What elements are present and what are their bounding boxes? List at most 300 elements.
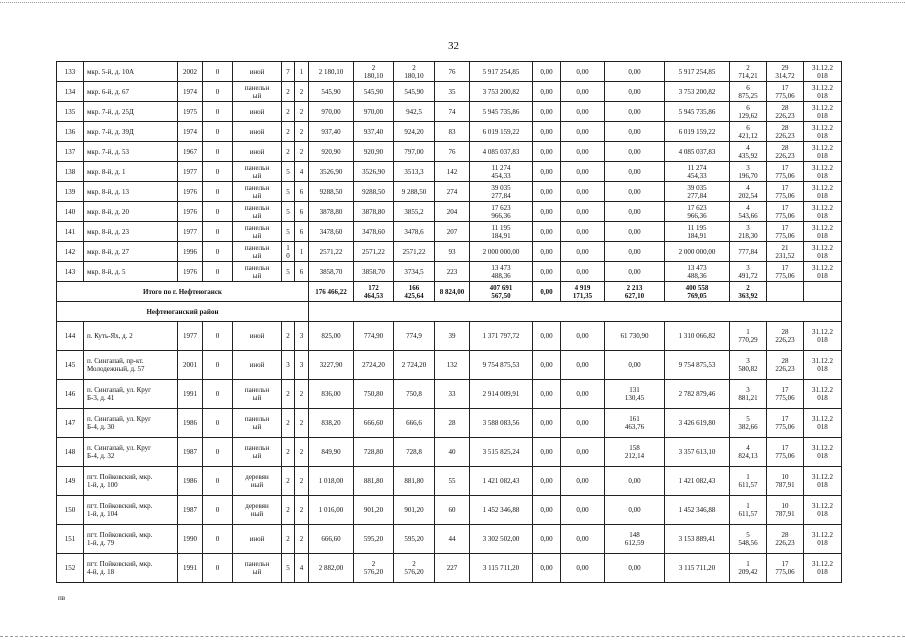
fund-share-cell: 0,00 — [533, 467, 561, 496]
address-cell: мкр. 7-й, д. 53 — [84, 142, 178, 162]
rows-top-group — [57, 62, 842, 282]
row-number-cell: 136 — [57, 122, 84, 142]
residents-cell: 83 — [435, 122, 470, 142]
fund-share-cell: 0,00 — [533, 496, 561, 525]
unit-cost-cell: 1 770,29 — [730, 322, 767, 351]
cost-total-cell: 5 917 254,85 — [470, 62, 533, 82]
area-total-cell: 2571,22 — [309, 242, 354, 262]
table-row — [57, 202, 842, 222]
area-total-cell: 3878,80 — [309, 202, 354, 222]
regional-share-cell: 0,00 — [561, 525, 605, 554]
area-residential-cell: 3478,6 — [394, 222, 435, 242]
other-share-cell: 5 917 254,85 — [665, 62, 730, 82]
residents-cell: 204 — [435, 202, 470, 222]
area-total-cell: 666,60 — [309, 525, 354, 554]
other-share-cell: 1 421 082,43 — [665, 467, 730, 496]
unit-cost-cell: 6 875,25 — [730, 82, 767, 102]
regional-share-cell: 0,00 — [561, 242, 605, 262]
wall-material-cell: иной — [233, 142, 282, 162]
year-cell: 1975 — [178, 102, 203, 122]
residents-cell: 44 — [435, 525, 470, 554]
scan-edge-top — [0, 2, 905, 3]
row-number-cell: 151 — [57, 525, 84, 554]
regional-share-cell: 0,00 — [561, 351, 605, 380]
regional-share-cell: 0,00 — [561, 122, 605, 142]
residents-cell: 74 — [435, 102, 470, 122]
floors-cell: 2 — [282, 322, 295, 351]
address-cell: мкр. 7-й, д. 25Д — [84, 102, 178, 122]
area-residential-cell: 901,20 — [394, 496, 435, 525]
total-regional: 4 919 171,35 — [561, 282, 605, 302]
area-living-cell: 774,90 — [354, 322, 394, 351]
unit-cost-cell: 6 129,62 — [730, 102, 767, 122]
area-total-cell: 849,90 — [309, 438, 354, 467]
local-share-cell: 0,00 — [605, 162, 665, 182]
area-residential-cell: 2 180,10 — [394, 62, 435, 82]
limit-cost-cell: 17 775,06 — [767, 380, 804, 409]
residents-cell: 274 — [435, 182, 470, 202]
year-cell: 1990 — [178, 525, 203, 554]
row-number-cell: 142 — [57, 242, 84, 262]
year-cell: 1974 — [178, 82, 203, 102]
total-group — [57, 282, 842, 322]
year-cell: 2001 — [178, 351, 203, 380]
area-residential-cell: 774,9 — [394, 322, 435, 351]
floors-cell: 2 — [282, 380, 295, 409]
wall-material-cell: панельн ый — [233, 380, 282, 409]
entrances-cell: 1 — [295, 62, 309, 82]
other-share-cell: 6 019 159,22 — [665, 122, 730, 142]
year-cell: 1996 — [178, 242, 203, 262]
fund-share-cell: 0,00 — [533, 82, 561, 102]
area-living-cell: 2 180,10 — [354, 62, 394, 82]
table-row — [57, 122, 842, 142]
entrances-cell: 3 — [295, 351, 309, 380]
area-living-cell: 2 576,20 — [354, 554, 394, 583]
row-number-cell: 146 — [57, 380, 84, 409]
cost-total-cell: 5 945 735,86 — [470, 102, 533, 122]
regional-share-cell: 0,00 — [561, 222, 605, 242]
limit-cost-cell: 17 775,06 — [767, 162, 804, 182]
area-total-cell: 937,40 — [309, 122, 354, 142]
total-cost: 407 691 567,50 — [470, 282, 533, 302]
wall-material-cell: панельн ый — [233, 162, 282, 182]
entrances-cell: 4 — [295, 162, 309, 182]
limit-cost-cell: 17 775,06 — [767, 554, 804, 583]
residents-cell: 35 — [435, 82, 470, 102]
table-row — [57, 162, 842, 182]
regional-share-cell: 0,00 — [561, 142, 605, 162]
cost-total-cell: 39 035 277,84 — [470, 182, 533, 202]
entrances-cell: 2 — [295, 496, 309, 525]
limit-cost-cell: 17 775,06 — [767, 262, 804, 282]
demolition-year-cell: 0 — [203, 351, 233, 380]
demolition-year-cell: 0 — [203, 409, 233, 438]
year-cell: 1976 — [178, 202, 203, 222]
entrances-cell: 6 — [295, 222, 309, 242]
cost-total-cell: 2 000 000,00 — [470, 242, 533, 262]
limit-cost-cell: 17 775,06 — [767, 222, 804, 242]
wall-material-cell: панельн ый — [233, 222, 282, 242]
wall-material-cell: панельн ый — [233, 438, 282, 467]
local-share-cell: 0,00 — [605, 82, 665, 102]
area-total-cell: 2 882,00 — [309, 554, 354, 583]
area-living-cell: 3878,80 — [354, 202, 394, 222]
wall-material-cell: иной — [233, 62, 282, 82]
entrances-cell: 1 — [295, 242, 309, 262]
wall-material-cell: иной — [233, 525, 282, 554]
floors-cell: 5 — [282, 262, 295, 282]
residents-cell: 76 — [435, 142, 470, 162]
row-number-cell: 133 — [57, 62, 84, 82]
unit-cost-cell: 4 543,66 — [730, 202, 767, 222]
section-title: Нефтеюганский район — [57, 302, 309, 322]
cost-total-cell: 3 115 711,20 — [470, 554, 533, 583]
local-share-cell: 0,00 — [605, 182, 665, 202]
demolition-year-cell: 0 — [203, 62, 233, 82]
deadline-cell: 31.12.2 018 — [804, 322, 842, 351]
entrances-cell: 2 — [295, 142, 309, 162]
floors-cell: 2 — [282, 525, 295, 554]
year-cell: 1987 — [178, 496, 203, 525]
regional-share-cell: 0,00 — [561, 380, 605, 409]
demolition-year-cell: 0 — [203, 242, 233, 262]
local-share-cell: 0,00 — [605, 467, 665, 496]
cost-total-cell: 1 371 797,72 — [470, 322, 533, 351]
area-living-cell: 881,80 — [354, 467, 394, 496]
local-share-cell: 0,00 — [605, 351, 665, 380]
entrances-cell: 2 — [295, 467, 309, 496]
fund-share-cell: 0,00 — [533, 554, 561, 583]
entrances-cell: 6 — [295, 182, 309, 202]
scan-edge-bottom — [0, 636, 905, 637]
limit-cost-cell: 17 775,06 — [767, 438, 804, 467]
local-share-cell: 131 130,45 — [605, 380, 665, 409]
deadline-cell: 31.12.2 018 — [804, 438, 842, 467]
other-share-cell: 11 195 184,91 — [665, 222, 730, 242]
entrances-cell: 6 — [295, 262, 309, 282]
row-number-cell: 149 — [57, 467, 84, 496]
unit-cost-cell: 3 218,30 — [730, 222, 767, 242]
deadline-cell: 31.12.2 018 — [804, 202, 842, 222]
page-number: 32 — [448, 40, 459, 52]
limit-cost-cell: 17 775,06 — [767, 202, 804, 222]
row-number-cell: 141 — [57, 222, 84, 242]
demolition-year-cell: 0 — [203, 467, 233, 496]
table-row — [57, 262, 842, 282]
limit-cost-cell: 28 226,23 — [767, 142, 804, 162]
area-residential-cell: 942,5 — [394, 102, 435, 122]
year-cell: 1976 — [178, 262, 203, 282]
address-cell: пгт. Пойковский, мкр. 4-й, д. 18 — [84, 554, 178, 583]
residents-cell: 223 — [435, 262, 470, 282]
total-row — [57, 282, 842, 302]
local-share-cell: 148 612,59 — [605, 525, 665, 554]
limit-cost-cell: 28 226,23 — [767, 322, 804, 351]
regional-share-cell: 0,00 — [561, 102, 605, 122]
area-living-cell: 666,60 — [354, 409, 394, 438]
year-cell: 1991 — [178, 380, 203, 409]
regional-share-cell: 0,00 — [561, 182, 605, 202]
deadline-cell: 31.12.2 018 — [804, 102, 842, 122]
residents-cell: 142 — [435, 162, 470, 182]
cost-total-cell: 6 019 159,22 — [470, 122, 533, 142]
area-total-cell: 1 016,00 — [309, 496, 354, 525]
total-area-living: 172 464,53 — [354, 282, 394, 302]
cost-total-cell: 13 473 488,36 — [470, 262, 533, 282]
area-living-cell: 595,20 — [354, 525, 394, 554]
wall-material-cell: иной — [233, 102, 282, 122]
area-residential-cell: 666,6 — [394, 409, 435, 438]
year-cell: 1977 — [178, 222, 203, 242]
area-total-cell: 3478,60 — [309, 222, 354, 242]
fund-share-cell: 0,00 — [533, 162, 561, 182]
regional-share-cell: 0,00 — [561, 467, 605, 496]
fund-share-cell: 0,00 — [533, 222, 561, 242]
year-cell: 1977 — [178, 162, 203, 182]
address-cell: п. Сингапай, ул. Круг Б-4, д. 30 — [84, 409, 178, 438]
demolition-year-cell: 0 — [203, 380, 233, 409]
table-row — [57, 351, 842, 380]
housing-register-table — [56, 61, 842, 583]
demolition-year-cell: 0 — [203, 525, 233, 554]
deadline-cell: 31.12.2 018 — [804, 162, 842, 182]
address-cell: мкр. 8-й, д. 20 — [84, 202, 178, 222]
entrances-cell: 2 — [295, 380, 309, 409]
regional-share-cell: 0,00 — [561, 62, 605, 82]
wall-material-cell: панельн ый — [233, 242, 282, 262]
wall-material-cell: панельн ый — [233, 409, 282, 438]
other-share-cell: 11 274 454,33 — [665, 162, 730, 182]
wall-material-cell: панельн ый — [233, 82, 282, 102]
area-total-cell: 825,00 — [309, 322, 354, 351]
total-area-residential: 166 425,64 — [394, 282, 435, 302]
table-row — [57, 496, 842, 525]
unit-cost-cell: 5 382,66 — [730, 409, 767, 438]
cost-total-cell: 1 421 082,43 — [470, 467, 533, 496]
floors-cell: 2 — [282, 438, 295, 467]
wall-material-cell: панельн ый — [233, 554, 282, 583]
area-living-cell: 970,00 — [354, 102, 394, 122]
row-number-cell: 143 — [57, 262, 84, 282]
table-row — [57, 554, 842, 583]
area-residential-cell: 2 724,20 — [394, 351, 435, 380]
area-total-cell: 970,00 — [309, 102, 354, 122]
cost-total-cell: 3 515 825,24 — [470, 438, 533, 467]
address-cell: мкр. 8-й, д. 1 — [84, 162, 178, 182]
table-row — [57, 142, 842, 162]
local-share-cell: 0,00 — [605, 202, 665, 222]
floors-cell: 3 — [282, 351, 295, 380]
regional-share-cell: 0,00 — [561, 202, 605, 222]
local-share-cell: 61 730,90 — [605, 322, 665, 351]
total-area-total: 176 466,22 — [309, 282, 354, 302]
floors-cell: 2 — [282, 496, 295, 525]
floors-cell: 5 — [282, 162, 295, 182]
floors-cell: 1 0 — [282, 242, 295, 262]
wall-material-cell: панельн ый — [233, 202, 282, 222]
limit-cost-cell: 17 775,06 — [767, 82, 804, 102]
other-share-cell: 3 357 613,10 — [665, 438, 730, 467]
other-share-cell: 1 452 346,88 — [665, 496, 730, 525]
residents-cell: 76 — [435, 62, 470, 82]
demolition-year-cell: 0 — [203, 142, 233, 162]
address-cell: п. Сингапай, ул. Круг Б-3, д. 41 — [84, 380, 178, 409]
other-share-cell: 3 426 619,80 — [665, 409, 730, 438]
local-share-cell: 0,00 — [605, 102, 665, 122]
residents-cell: 39 — [435, 322, 470, 351]
row-number-cell: 140 — [57, 202, 84, 222]
unit-cost-cell: 6 421,12 — [730, 122, 767, 142]
entrances-cell: 2 — [295, 438, 309, 467]
floors-cell: 5 — [282, 202, 295, 222]
floors-cell: 5 — [282, 182, 295, 202]
total-label: Итого по г. Нефтеюганск — [57, 282, 309, 302]
demolition-year-cell: 0 — [203, 438, 233, 467]
fund-share-cell: 0,00 — [533, 62, 561, 82]
fund-share-cell: 0,00 — [533, 142, 561, 162]
fund-share-cell: 0,00 — [533, 438, 561, 467]
entrances-cell: 4 — [295, 554, 309, 583]
other-share-cell: 5 945 735,86 — [665, 102, 730, 122]
deadline-cell: 31.12.2 018 — [804, 142, 842, 162]
footer-note: пв — [58, 594, 66, 602]
address-cell: мкр. 7-й, д. 39Д — [84, 122, 178, 142]
deadline-cell: 31.12.2 018 — [804, 467, 842, 496]
table-row — [57, 438, 842, 467]
regional-share-cell: 0,00 — [561, 409, 605, 438]
limit-cost-cell: 21 231,52 — [767, 242, 804, 262]
regional-share-cell: 0,00 — [561, 438, 605, 467]
demolition-year-cell: 0 — [203, 182, 233, 202]
address-cell: мкр. 8-й, д. 23 — [84, 222, 178, 242]
address-cell: мкр. 8-й, д. 13 — [84, 182, 178, 202]
area-living-cell: 937,40 — [354, 122, 394, 142]
address-cell: пгт. Пойковский, мкр. 1-й, д. 79 — [84, 525, 178, 554]
area-residential-cell: 3734,5 — [394, 262, 435, 282]
area-living-cell: 750,80 — [354, 380, 394, 409]
area-total-cell: 3526,90 — [309, 162, 354, 182]
address-cell: пгт. Пойковский, мкр. 1-й, д. 100 — [84, 467, 178, 496]
floors-cell: 2 — [282, 102, 295, 122]
floors-cell: 2 — [282, 82, 295, 102]
regional-share-cell: 0,00 — [561, 554, 605, 583]
unit-cost-cell: 3 580,82 — [730, 351, 767, 380]
demolition-year-cell: 0 — [203, 262, 233, 282]
other-share-cell: 2 000 000,00 — [665, 242, 730, 262]
area-total-cell: 545,90 — [309, 82, 354, 102]
limit-cost-cell: 17 775,06 — [767, 182, 804, 202]
table-row — [57, 409, 842, 438]
area-residential-cell: 750,8 — [394, 380, 435, 409]
unit-cost-cell: 1 611,57 — [730, 496, 767, 525]
fund-share-cell: 0,00 — [533, 182, 561, 202]
fund-share-cell: 0,00 — [533, 322, 561, 351]
fund-share-cell: 0,00 — [533, 380, 561, 409]
fund-share-cell: 0,00 — [533, 122, 561, 142]
total-limit — [767, 282, 804, 302]
unit-cost-cell: 4 824,13 — [730, 438, 767, 467]
fund-share-cell: 0,00 — [533, 525, 561, 554]
row-number-cell: 148 — [57, 438, 84, 467]
wall-material-cell: деревян ный — [233, 496, 282, 525]
local-share-cell: 0,00 — [605, 262, 665, 282]
section-blank — [309, 302, 842, 322]
address-cell: пгт. Пойковский, мкр. 1-й, д. 104 — [84, 496, 178, 525]
row-number-cell: 144 — [57, 322, 84, 351]
address-cell: п. Куть-Ях, д. 2 — [84, 322, 178, 351]
row-number-cell: 137 — [57, 142, 84, 162]
limit-cost-cell: 17 775,06 — [767, 409, 804, 438]
other-share-cell: 2 782 879,46 — [665, 380, 730, 409]
local-share-cell: 0,00 — [605, 142, 665, 162]
area-living-cell: 920,90 — [354, 142, 394, 162]
cost-total-cell: 4 085 037,83 — [470, 142, 533, 162]
entrances-cell: 2 — [295, 409, 309, 438]
area-living-cell: 545,90 — [354, 82, 394, 102]
floors-cell: 2 — [282, 122, 295, 142]
unit-cost-cell: 2 714,21 — [730, 62, 767, 82]
other-share-cell: 3 753 200,82 — [665, 82, 730, 102]
floors-cell: 5 — [282, 554, 295, 583]
deadline-cell: 31.12.2 018 — [804, 62, 842, 82]
row-number-cell: 138 — [57, 162, 84, 182]
area-residential-cell: 9 288,50 — [394, 182, 435, 202]
other-share-cell: 1 310 066,82 — [665, 322, 730, 351]
table-row — [57, 62, 842, 82]
local-share-cell: 0,00 — [605, 222, 665, 242]
cost-total-cell: 3 302 502,00 — [470, 525, 533, 554]
area-living-cell: 9288,50 — [354, 182, 394, 202]
demolition-year-cell: 0 — [203, 122, 233, 142]
local-share-cell: 158 212,14 — [605, 438, 665, 467]
year-cell: 1987 — [178, 438, 203, 467]
area-residential-cell: 2 576,20 — [394, 554, 435, 583]
deadline-cell: 31.12.2 018 — [804, 525, 842, 554]
total-residents: 8 824,00 — [435, 282, 470, 302]
deadline-cell: 31.12.2 018 — [804, 351, 842, 380]
cost-total-cell: 11 274 454,33 — [470, 162, 533, 182]
deadline-cell: 31.12.2 018 — [804, 242, 842, 262]
demolition-year-cell: 0 — [203, 82, 233, 102]
area-residential-cell: 595,20 — [394, 525, 435, 554]
fund-share-cell: 0,00 — [533, 102, 561, 122]
year-cell: 1991 — [178, 554, 203, 583]
local-share-cell: 0,00 — [605, 554, 665, 583]
local-share-cell: 0,00 — [605, 62, 665, 82]
wall-material-cell: панельн ый — [233, 182, 282, 202]
other-share-cell: 9 754 875,53 — [665, 351, 730, 380]
entrances-cell: 2 — [295, 122, 309, 142]
other-share-cell: 3 115 711,20 — [665, 554, 730, 583]
table-row — [57, 222, 842, 242]
table-row — [57, 380, 842, 409]
limit-cost-cell: 29 314,72 — [767, 62, 804, 82]
year-cell: 1977 — [178, 322, 203, 351]
total-deadline — [804, 282, 842, 302]
area-residential-cell: 797,00 — [394, 142, 435, 162]
address-cell: п. Сингапай, пр-кт. Молодежный, д. 57 — [84, 351, 178, 380]
area-living-cell: 728,80 — [354, 438, 394, 467]
demolition-year-cell: 0 — [203, 162, 233, 182]
address-cell: мкр. 8-й, д. 5 — [84, 262, 178, 282]
area-living-cell: 3858,70 — [354, 262, 394, 282]
address-cell: мкр. 8-й, д. 27 — [84, 242, 178, 262]
fund-share-cell: 0,00 — [533, 202, 561, 222]
cost-total-cell: 17 623 966,36 — [470, 202, 533, 222]
row-number-cell: 150 — [57, 496, 84, 525]
wall-material-cell: панельн ый — [233, 262, 282, 282]
